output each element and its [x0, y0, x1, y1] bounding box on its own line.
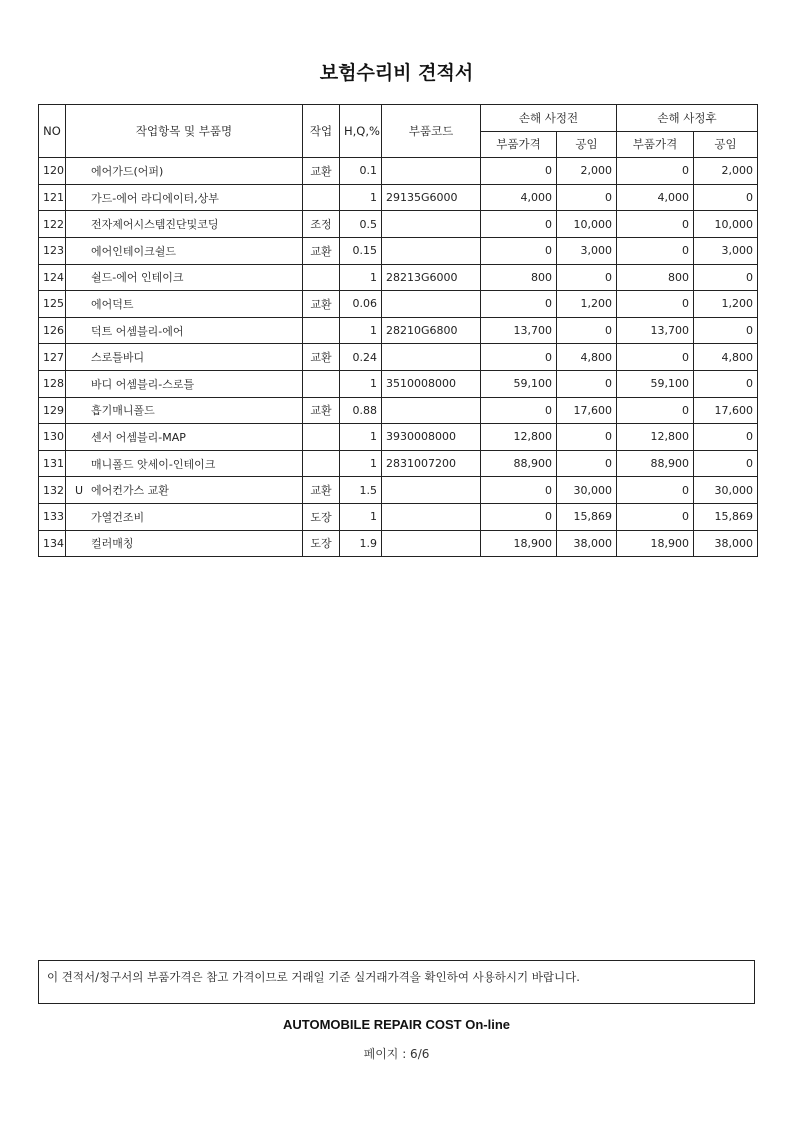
- cell-part-code: [382, 291, 481, 318]
- cell-after-labor: 0: [694, 370, 758, 397]
- cell-item-name: [66, 370, 303, 397]
- cell-before-labor: 0: [557, 450, 617, 477]
- cell-hq: 0.88: [340, 397, 382, 424]
- cell-part-code: 29135G6000: [382, 184, 481, 211]
- cell-part-code: [382, 344, 481, 371]
- cell-after-part-price: 4,000: [617, 184, 694, 211]
- cell-work: 도장: [303, 503, 340, 530]
- cell-part-code: [382, 530, 481, 557]
- item-name-text: 에어컨가스 교환: [91, 484, 169, 498]
- cell-after-part-price: 0: [617, 237, 694, 264]
- cell-before-labor: 2,000: [557, 158, 617, 185]
- cell-after-labor: 0: [694, 317, 758, 344]
- cell-after-part-price: 18,900: [617, 530, 694, 557]
- cell-before-part-price: 0: [481, 503, 557, 530]
- cell-after-labor: 15,869: [694, 503, 758, 530]
- cell-after-labor: 0: [694, 184, 758, 211]
- cell-hq: 1: [340, 370, 382, 397]
- cell-no: 130: [39, 424, 66, 451]
- cell-after-part-price: 0: [617, 397, 694, 424]
- cell-hq: 0.15: [340, 237, 382, 264]
- cell-after-part-price: 59,100: [617, 370, 694, 397]
- page-number: 페이지 : 6/6: [363, 1047, 430, 1061]
- cell-item-name: [66, 344, 303, 371]
- price-notice: 이 견적서/청구서의 부품가격은 참고 가격이므로 거래일 기준 실거래가격을 확인하여 사용하시기 바랍니다.: [38, 960, 755, 1004]
- cell-after-part-price: 13,700: [617, 317, 694, 344]
- table-row: [39, 237, 758, 264]
- cell-work: [303, 184, 340, 211]
- cell-hq: 1: [340, 317, 382, 344]
- cell-hq: 0.1: [340, 158, 382, 185]
- item-name-text: 에어덕트: [91, 297, 134, 311]
- header-item: 작업항목 및 부품명: [66, 105, 303, 158]
- cell-after-labor: 1,200: [694, 291, 758, 318]
- cell-item-name: [66, 397, 303, 424]
- cell-after-part-price: 0: [617, 503, 694, 530]
- cell-before-part-price: 0: [481, 397, 557, 424]
- item-name-text: 덕트 어셈블리-에어: [91, 324, 184, 338]
- cell-after-part-price: 800: [617, 264, 694, 291]
- header-after-labor: 공임: [694, 131, 758, 158]
- header-hq: H,Q,%: [340, 105, 382, 158]
- table-row: [39, 477, 758, 504]
- cell-work: 교환: [303, 158, 340, 185]
- cell-after-labor: 2,000: [694, 158, 758, 185]
- cell-no: 122: [39, 211, 66, 238]
- item-name-text: 바디 어셈블리-스로틀: [91, 377, 195, 391]
- cell-before-labor: 0: [557, 317, 617, 344]
- cell-part-code: [382, 237, 481, 264]
- cell-part-code: [382, 158, 481, 185]
- cell-work: 교환: [303, 397, 340, 424]
- cell-part-code: [382, 397, 481, 424]
- cell-before-part-price: 18,900: [481, 530, 557, 557]
- cell-hq: 1.9: [340, 530, 382, 557]
- cell-work: 교환: [303, 344, 340, 371]
- cell-before-part-price: 0: [481, 237, 557, 264]
- cell-no: 120: [39, 158, 66, 185]
- header-after: 손해 사정후: [617, 105, 758, 132]
- header-before: 손해 사정전: [481, 105, 617, 132]
- cell-hq: 1.5: [340, 477, 382, 504]
- header-code: 부품코드: [382, 105, 481, 158]
- cell-no: 134: [39, 530, 66, 557]
- cell-part-code: [382, 211, 481, 238]
- cell-part-code: 28213G6000: [382, 264, 481, 291]
- item-name-text: 에어인테이크쉴드: [91, 244, 177, 258]
- cell-before-labor: 0: [557, 370, 617, 397]
- cell-work: 교환: [303, 237, 340, 264]
- cell-after-labor: 3,000: [694, 237, 758, 264]
- item-name-text: 전자제어시스템진단및코딩: [91, 218, 219, 232]
- item-name-text: 에어가드(어퍼): [91, 164, 164, 178]
- cell-before-labor: 17,600: [557, 397, 617, 424]
- cell-before-labor: 4,800: [557, 344, 617, 371]
- table-row: [39, 211, 758, 238]
- cell-work: [303, 450, 340, 477]
- cell-item-name: [66, 211, 303, 238]
- cell-work: 교환: [303, 291, 340, 318]
- cell-after-labor: 10,000: [694, 211, 758, 238]
- header-before-part-price: 부품가격: [481, 131, 557, 158]
- cell-before-part-price: 0: [481, 291, 557, 318]
- cell-after-labor: 0: [694, 264, 758, 291]
- item-name-text: 흡기매니폴드: [91, 404, 155, 418]
- item-name-text: 가열건조비: [91, 510, 145, 524]
- cell-before-part-price: 88,900: [481, 450, 557, 477]
- cell-item-name: [66, 158, 303, 185]
- cell-before-labor: 0: [557, 424, 617, 451]
- item-name-text: 스로틀바디: [91, 351, 145, 365]
- cell-hq: 0.24: [340, 344, 382, 371]
- cell-after-labor: 17,600: [694, 397, 758, 424]
- table-row: [39, 424, 758, 451]
- table-body: [39, 158, 758, 557]
- cell-work: 조정: [303, 211, 340, 238]
- cell-no: 132: [39, 477, 66, 504]
- cell-after-labor: 0: [694, 424, 758, 451]
- table-header: [39, 105, 758, 158]
- cell-work: [303, 370, 340, 397]
- table-row: [39, 184, 758, 211]
- table-row: [39, 370, 758, 397]
- table-row: [39, 344, 758, 371]
- cell-after-part-price: 0: [617, 477, 694, 504]
- cell-part-code: 2831007200: [382, 450, 481, 477]
- cell-no: 127: [39, 344, 66, 371]
- cell-hq: 1: [340, 424, 382, 451]
- cell-item-name: [66, 264, 303, 291]
- cell-item-name: [66, 291, 303, 318]
- cell-before-part-price: 800: [481, 264, 557, 291]
- header-before-labor: 공임: [557, 131, 617, 158]
- cell-before-labor: 10,000: [557, 211, 617, 238]
- cell-before-part-price: 0: [481, 477, 557, 504]
- cell-no: 126: [39, 317, 66, 344]
- table-row: [39, 503, 758, 530]
- table-row: [39, 264, 758, 291]
- cell-after-part-price: 0: [617, 291, 694, 318]
- estimate-table: [38, 104, 758, 557]
- cell-part-code: [382, 503, 481, 530]
- cell-work: [303, 264, 340, 291]
- item-name-text: 컬러매칭: [91, 537, 134, 551]
- cell-no: 124: [39, 264, 66, 291]
- cell-work: [303, 424, 340, 451]
- cell-hq: 1: [340, 184, 382, 211]
- cell-work: 도장: [303, 530, 340, 557]
- cell-after-labor: 30,000: [694, 477, 758, 504]
- cell-no: 131: [39, 450, 66, 477]
- cell-no: 128: [39, 370, 66, 397]
- cell-before-labor: 0: [557, 264, 617, 291]
- cell-before-part-price: 4,000: [481, 184, 557, 211]
- item-name-text: 가드-에어 라디에이터,상부: [91, 191, 219, 205]
- table-row: [39, 317, 758, 344]
- item-name-text: 센서 어셈블리-MAP: [91, 430, 186, 444]
- cell-after-labor: 38,000: [694, 530, 758, 557]
- cell-before-part-price: 59,100: [481, 370, 557, 397]
- row-mark: U: [75, 483, 84, 497]
- cell-no: 125: [39, 291, 66, 318]
- header-after-part-price: 부품가격: [617, 131, 694, 158]
- footer-brand: AUTOMOBILE REPAIR COST On-line: [282, 1017, 511, 1032]
- cell-item-name: [66, 477, 303, 504]
- cell-hq: 1: [340, 264, 382, 291]
- cell-after-part-price: 0: [617, 158, 694, 185]
- cell-before-labor: 1,200: [557, 291, 617, 318]
- cell-part-code: 3510008000: [382, 370, 481, 397]
- cell-part-code: [382, 477, 481, 504]
- cell-after-part-price: 0: [617, 344, 694, 371]
- cell-no: 121: [39, 184, 66, 211]
- cell-part-code: 28210G6800: [382, 317, 481, 344]
- item-name-text: 쉴드-에어 인테이크: [91, 271, 184, 285]
- cell-before-part-price: 12,800: [481, 424, 557, 451]
- cell-before-part-price: 0: [481, 344, 557, 371]
- cell-after-labor: 4,800: [694, 344, 758, 371]
- table-row: [39, 450, 758, 477]
- cell-before-labor: 38,000: [557, 530, 617, 557]
- table-row: [39, 291, 758, 318]
- cell-before-part-price: 13,700: [481, 317, 557, 344]
- cell-after-part-price: 0: [617, 211, 694, 238]
- header-work: 작업: [303, 105, 340, 158]
- table-row: [39, 397, 758, 424]
- header-no: NO: [39, 105, 66, 158]
- cell-no: 123: [39, 237, 66, 264]
- cell-hq: 0.06: [340, 291, 382, 318]
- cell-item-name: [66, 450, 303, 477]
- cell-hq: 1: [340, 503, 382, 530]
- cell-before-labor: 30,000: [557, 477, 617, 504]
- cell-item-name: [66, 317, 303, 344]
- cell-work: [303, 317, 340, 344]
- cell-item-name: [66, 530, 303, 557]
- cell-item-name: [66, 237, 303, 264]
- cell-before-part-price: 0: [481, 211, 557, 238]
- cell-hq: 0.5: [340, 211, 382, 238]
- cell-hq: 1: [340, 450, 382, 477]
- cell-item-name: [66, 184, 303, 211]
- cell-after-part-price: 88,900: [617, 450, 694, 477]
- cell-no: 133: [39, 503, 66, 530]
- table-row: [39, 158, 758, 185]
- cell-item-name: [66, 424, 303, 451]
- cell-before-part-price: 0: [481, 158, 557, 185]
- cell-no: 129: [39, 397, 66, 424]
- table-row: [39, 530, 758, 557]
- document-title: 보험수리비 견적서: [319, 62, 474, 84]
- cell-after-part-price: 12,800: [617, 424, 694, 451]
- item-name-text: 매니폴드 앗세이-인테이크: [91, 457, 216, 471]
- cell-before-labor: 3,000: [557, 237, 617, 264]
- cell-before-labor: 0: [557, 184, 617, 211]
- cell-work: 교환: [303, 477, 340, 504]
- cell-before-labor: 15,869: [557, 503, 617, 530]
- cell-after-labor: 0: [694, 450, 758, 477]
- cell-part-code: 3930008000: [382, 424, 481, 451]
- cell-item-name: [66, 503, 303, 530]
